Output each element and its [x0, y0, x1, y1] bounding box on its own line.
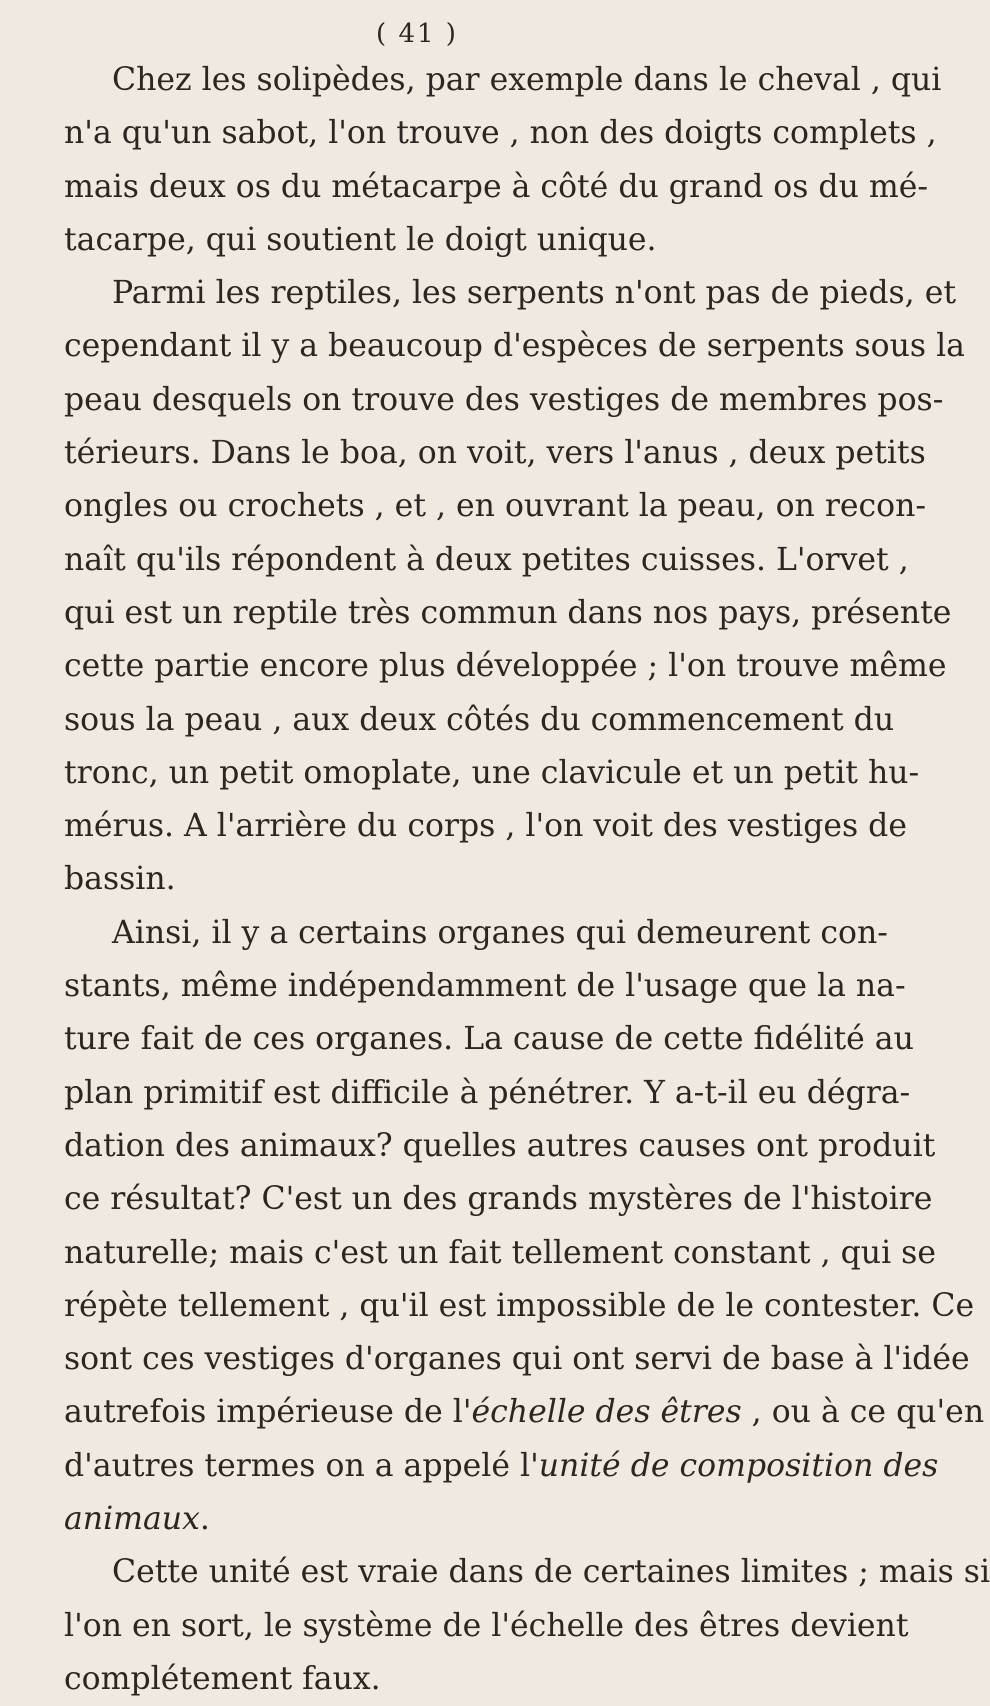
- text-line: complétement faux.: [64, 1660, 381, 1697]
- page-number: ( 41 ): [376, 19, 458, 49]
- text-line: Ainsi, il y a certains organes qui demeurent con-: [112, 914, 888, 951]
- text-line: Cette unité est vraie dans de certaines limites ; mais si: [112, 1554, 990, 1591]
- text-run: autrefois impérieuse de l': [64, 1394, 472, 1431]
- paragraph: [64, 1546, 990, 1706]
- text-line: ongles ou crochets , et , en ouvrant la peau, on recon-: [64, 488, 927, 525]
- paragraph: [64, 907, 985, 1547]
- paragraph: [64, 54, 942, 267]
- text-line: l'on en sort, le système de l'échelle des êtres devient: [64, 1607, 909, 1644]
- text-line: sous la peau , aux deux côtés du commencement du: [64, 701, 895, 738]
- text-line: naît qu'ils répondent à deux petites cuisses. L'orvet ,: [64, 541, 909, 578]
- text-line: [64, 1386, 985, 1439]
- text-line: répète tellement , qu'il est impossible de le contester. Ce: [64, 1287, 975, 1324]
- text-line: cette partie encore plus développée ; l'on trouve même: [64, 648, 947, 685]
- text-line: térieurs. Dans le boa, on voit, vers l'anus , deux petits: [64, 435, 926, 472]
- text-line: tacarpe, qui soutient le doigt unique.: [64, 221, 657, 258]
- italic-phrase: animaux: [64, 1501, 200, 1538]
- paragraph: [64, 267, 965, 907]
- text-line: peau desquels on trouve des vestiges de membres pos-: [64, 381, 944, 418]
- text-line: plan primitif est difficile à pénétrer. Y a-t-il eu dégra-: [64, 1074, 911, 1111]
- text-line: dation des animaux? quelles autres causes ont produit: [64, 1127, 936, 1164]
- text-line: bassin.: [64, 861, 176, 898]
- text-run: , ou à ce qu'en: [741, 1394, 985, 1431]
- text-line: [64, 1440, 939, 1493]
- text-line: mais deux os du métacarpe à côté du grand os du mé-: [64, 168, 929, 205]
- text-line: qui est un reptile très commun dans nos pays, présente: [64, 594, 952, 631]
- text-line: n'a qu'un sabot, l'on trouve , non des doigts complets ,: [64, 115, 937, 152]
- text-line: ture fait de ces organes. La cause de cette fidélité au: [64, 1021, 914, 1058]
- text-line: cependant il y a beaucoup d'espèces de serpents sous la: [64, 328, 965, 365]
- text-line: Chez les solipèdes, par exemple dans le cheval , qui: [112, 62, 942, 98]
- text-line: stants, même indépendamment de l'usage que la na-: [64, 968, 906, 1005]
- text-line: mérus. A l'arrière du corps , l'on voit des vestiges de: [64, 808, 907, 845]
- text-run: .: [199, 1501, 210, 1538]
- text-line: ce résultat? C'est un des grands mystères de l'histoire: [64, 1181, 933, 1218]
- italic-phrase: échelle des êtres: [471, 1394, 742, 1431]
- text-line: [64, 1493, 770, 1546]
- text-line: tronc, un petit omoplate, une clavicule et un petit hu-: [64, 754, 920, 791]
- text-line: Parmi les reptiles, les serpents n'ont pas de pieds, et: [112, 275, 957, 312]
- text-line: sont ces vestiges d'organes qui ont servi de base à l'idée: [64, 1341, 970, 1378]
- text-line: naturelle; mais c'est un fait tellement constant , qui se: [64, 1234, 936, 1271]
- italic-phrase: unité de composition des: [538, 1447, 939, 1484]
- text-run: d'autres termes on a appelé l': [64, 1447, 539, 1484]
